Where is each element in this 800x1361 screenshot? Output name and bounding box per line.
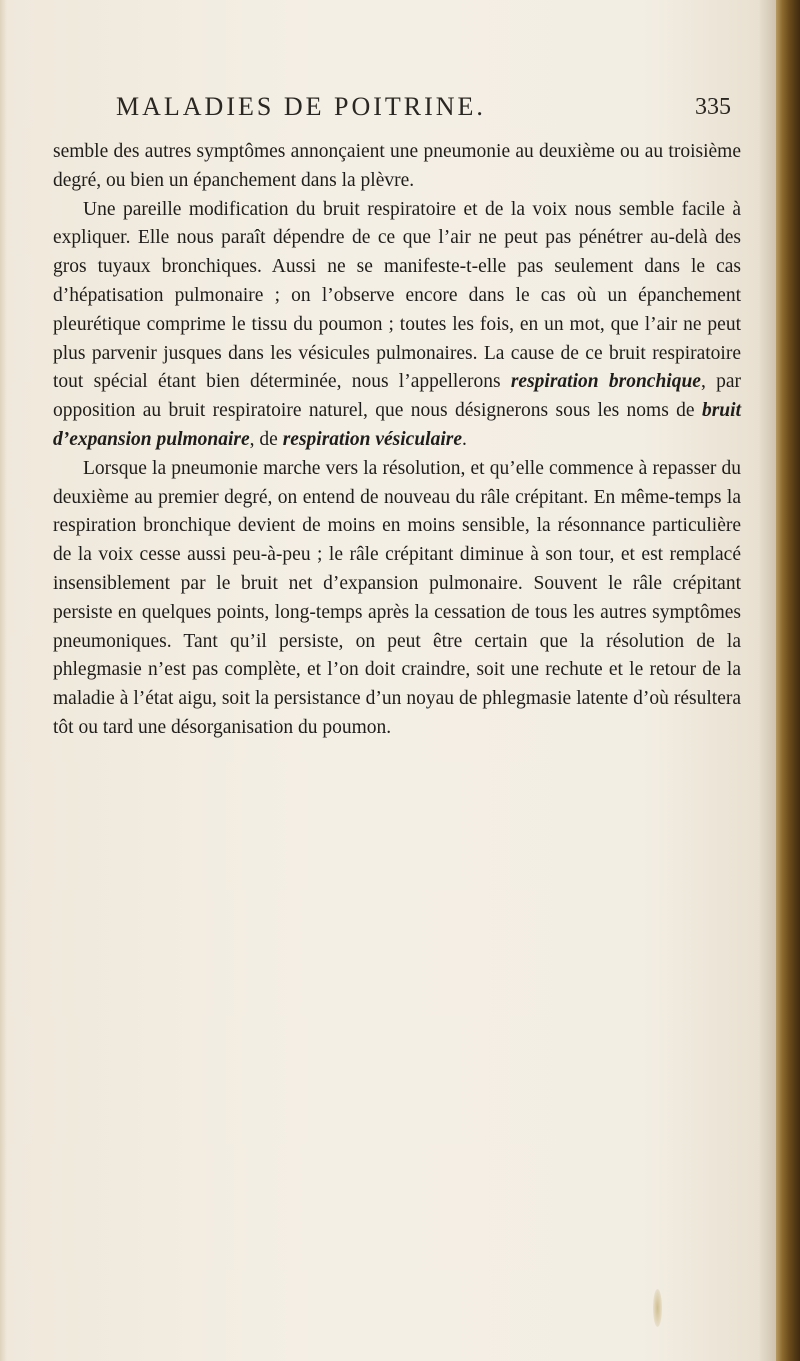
italic-term-respiration-bronchique: respiration bronchique [510,371,701,393]
text-segment: , par opposition au bruit respiratoire naturel, que nous désignerons sous les noms de [53,371,741,422]
italic-term-bruit-expansion: bruit d’expansion pulmonaire [53,400,741,450]
paragraph-2 [53,196,741,455]
body-text [53,138,741,743]
page-edge-shading [0,0,7,1361]
running-header [116,92,740,128]
text-segment: Une pareille modification du bruit respiratoire et de la voix nous semble facile à expliquer. Elle nous paraît dépendre de ce que l’air ne peut pas pénétrer au-delà des gros tuyaux bronchiques. Aussi ne se manifeste-t-elle pas seulement dans le cas d’hépatisation pulmonaire ; on l’observe encore dans le cas où un épanchement pleurétique comprime le tissu du poumon ; toutes les fois, en un mot, que l’air ne peut plus parvenir jusques dans les vésicules pulmonaires. La cause de ce bruit respiratoire tout spécial étant bien déterminée, nous l’appellerons [53,198,741,393]
text-segment: Lorsque la pneumonie marche vers la résolution, et qu’elle commence à repasser du deuxième au premier degré, on entend de nouveau du râle crépitant. En même-temps la respiration bronchique devient de moins en moins sensible, la résonnance particulière de la voix cesse aussi peu-à-peu ; le râle crépitant diminue à son tour, et est remplacé insensiblement par le bruit net d’expansion pulmonaire. Souvent le râle crépitant persiste en quelques points, long-temps après la cessation de tous les autres symptômes pneumoniques. Tant qu’il persiste, on peut être certain que la résolution de la phlegmasie n’est pas complète, et l’on doit craindre, soit une rechute et le retour de la maladie à l’état aigu, soit la persistance d’un noyau de phlegmasie latente d’où résultera tôt ou tard une désorganisation du poumon. [53,457,741,738]
running-title: MALADIES DE POITRINE. [116,92,486,121]
text-segment: semble des autres symptômes annonçaient une pneumonie au deuxième ou au troisième degré, ou bien un épanchement dans la plèvre. [53,141,741,191]
paper-stain [653,1289,662,1327]
italic-term-respiration-vesiculaire: respiration vésiculaire [282,428,462,450]
text-segment: , de [249,428,283,450]
paragraph-3 [53,455,741,743]
page-number: 335 [695,94,731,120]
text-segment: . [462,428,467,450]
gutter-shadow [758,0,776,1361]
book-spine [776,0,800,1361]
paragraph-1 [53,138,741,196]
